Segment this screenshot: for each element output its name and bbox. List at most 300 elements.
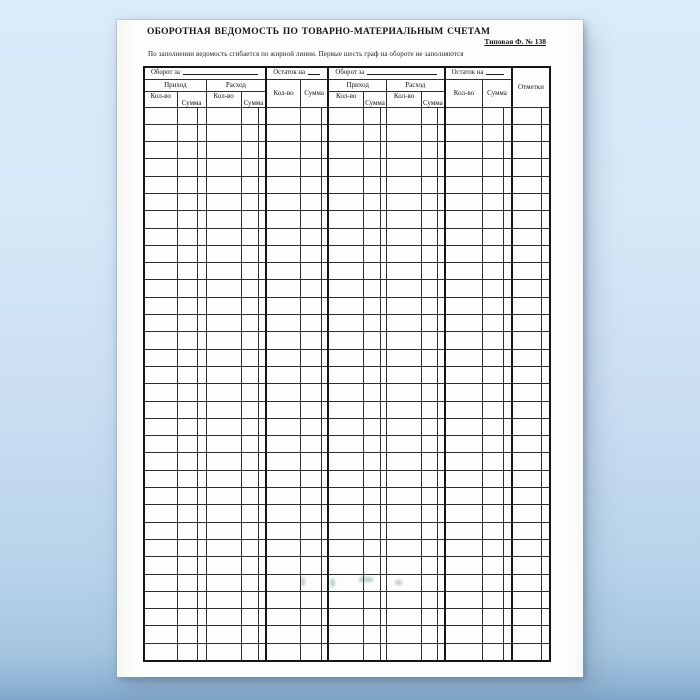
grid-cell bbox=[542, 297, 550, 314]
grid-cell bbox=[387, 297, 422, 314]
grid-cell bbox=[197, 159, 206, 176]
grid-cell bbox=[363, 332, 380, 349]
grid-row bbox=[144, 436, 550, 453]
grid-cell bbox=[241, 159, 258, 176]
grid-cell bbox=[266, 263, 300, 280]
grid-cell bbox=[328, 297, 363, 314]
grid-cell bbox=[483, 332, 504, 349]
grid-cell bbox=[512, 263, 542, 280]
grid-cell bbox=[445, 436, 483, 453]
grid-cell bbox=[258, 297, 266, 314]
grid-cell bbox=[321, 539, 328, 556]
grid-cell bbox=[241, 470, 258, 487]
grid-cell bbox=[422, 211, 438, 228]
grid-cell bbox=[438, 488, 445, 505]
grid-cell bbox=[512, 591, 542, 608]
grid-cell bbox=[144, 591, 177, 608]
grid-cell bbox=[266, 557, 300, 574]
grid-cell bbox=[241, 107, 258, 124]
grid-cell bbox=[321, 211, 328, 228]
grid-cell bbox=[504, 193, 512, 210]
grid-cell bbox=[300, 142, 321, 159]
grid-cell bbox=[300, 557, 321, 574]
grid-cell bbox=[197, 211, 206, 228]
grid-cell bbox=[328, 315, 363, 332]
scan-smudge bbox=[395, 580, 402, 585]
grid-cell bbox=[438, 539, 445, 556]
grid-cell bbox=[144, 384, 177, 401]
grid-cell bbox=[177, 401, 197, 418]
grid-cell bbox=[206, 591, 241, 608]
grid-cell bbox=[266, 193, 300, 210]
blank-underline bbox=[183, 74, 258, 75]
grid-cell bbox=[512, 609, 542, 626]
scan-smudge bbox=[301, 577, 305, 586]
grid-cell bbox=[300, 591, 321, 608]
grid-row bbox=[144, 643, 550, 660]
grid-cell bbox=[512, 453, 542, 470]
blank-underline bbox=[367, 74, 436, 75]
grid-cell bbox=[258, 384, 266, 401]
grid-row bbox=[144, 332, 550, 349]
grid-cell bbox=[241, 488, 258, 505]
grid-cell bbox=[438, 505, 445, 522]
grid-cell bbox=[258, 505, 266, 522]
header-balance2-qty: Кол-во bbox=[445, 79, 483, 107]
grid-cell bbox=[197, 453, 206, 470]
grid-cell bbox=[177, 436, 197, 453]
grid-cell bbox=[144, 609, 177, 626]
grid-row bbox=[144, 453, 550, 470]
grid-row bbox=[144, 470, 550, 487]
grid-cell bbox=[542, 159, 550, 176]
grid-body bbox=[144, 107, 550, 661]
grid-cell bbox=[504, 626, 512, 643]
grid-cell bbox=[512, 245, 542, 262]
grid-cell bbox=[197, 401, 206, 418]
grid-cell bbox=[241, 401, 258, 418]
grid-cell bbox=[300, 401, 321, 418]
grid-cell bbox=[387, 176, 422, 193]
grid-cell bbox=[387, 522, 422, 539]
grid-cell bbox=[321, 574, 328, 591]
grid-cell bbox=[266, 107, 300, 124]
grid-cell bbox=[197, 384, 206, 401]
grid-cell bbox=[542, 211, 550, 228]
grid-cell bbox=[258, 228, 266, 245]
grid-cell bbox=[512, 297, 542, 314]
grid-cell bbox=[512, 280, 542, 297]
grid-cell bbox=[206, 384, 241, 401]
grid-cell bbox=[483, 626, 504, 643]
grid-cell bbox=[144, 211, 177, 228]
grid-cell bbox=[144, 574, 177, 591]
grid-cell bbox=[363, 280, 380, 297]
grid-cell bbox=[422, 280, 438, 297]
grid-cell bbox=[422, 245, 438, 262]
grid-cell bbox=[387, 366, 422, 383]
grid-cell bbox=[177, 263, 197, 280]
grid-cell bbox=[328, 418, 363, 435]
grid-cell bbox=[328, 332, 363, 349]
grid-cell bbox=[542, 453, 550, 470]
grid-cell bbox=[206, 470, 241, 487]
grid-cell bbox=[512, 488, 542, 505]
grid-cell bbox=[542, 591, 550, 608]
grid-cell bbox=[206, 574, 241, 591]
grid-cell bbox=[300, 124, 321, 141]
grid-cell bbox=[300, 643, 321, 660]
grid-cell bbox=[321, 315, 328, 332]
grid-cell bbox=[387, 643, 422, 660]
grid-cell bbox=[206, 228, 241, 245]
grid-cell bbox=[512, 332, 542, 349]
grid-cell bbox=[206, 401, 241, 418]
grid-cell bbox=[445, 574, 483, 591]
grid-cell bbox=[422, 384, 438, 401]
grid-cell bbox=[206, 107, 241, 124]
grid-cell bbox=[504, 574, 512, 591]
grid-cell bbox=[363, 557, 380, 574]
grid-cell bbox=[445, 280, 483, 297]
header-balance1-amount: Сумма bbox=[300, 79, 328, 107]
grid-cell bbox=[144, 366, 177, 383]
grid-cell bbox=[363, 418, 380, 435]
grid-cell bbox=[144, 643, 177, 660]
grid-cell bbox=[300, 176, 321, 193]
grid-cell bbox=[300, 245, 321, 262]
grid-cell bbox=[438, 315, 445, 332]
grid-cell bbox=[387, 488, 422, 505]
grid-cell bbox=[177, 124, 197, 141]
grid-cell bbox=[483, 176, 504, 193]
grid-cell bbox=[241, 453, 258, 470]
grid-cell bbox=[258, 263, 266, 280]
grid-cell bbox=[300, 159, 321, 176]
grid-cell bbox=[300, 522, 321, 539]
grid-cell bbox=[321, 193, 328, 210]
grid-cell bbox=[542, 539, 550, 556]
grid-cell bbox=[438, 263, 445, 280]
grid-cell bbox=[144, 263, 177, 280]
grid-cell bbox=[512, 142, 542, 159]
grid-cell bbox=[266, 539, 300, 556]
grid-row bbox=[144, 245, 550, 262]
grid-cell bbox=[300, 107, 321, 124]
grid-cell bbox=[206, 176, 241, 193]
grid-cell bbox=[321, 142, 328, 159]
grid-cell bbox=[197, 643, 206, 660]
grid-cell bbox=[328, 539, 363, 556]
grid-cell bbox=[387, 315, 422, 332]
grid-cell bbox=[512, 557, 542, 574]
grid-cell bbox=[512, 124, 542, 141]
grid-cell bbox=[363, 142, 380, 159]
grid-cell bbox=[483, 245, 504, 262]
grid-cell bbox=[483, 574, 504, 591]
grid-cell bbox=[483, 401, 504, 418]
grid-cell bbox=[422, 193, 438, 210]
grid-cell bbox=[328, 142, 363, 159]
grid-cell bbox=[300, 505, 321, 522]
grid-cell bbox=[197, 418, 206, 435]
grid-cell bbox=[512, 315, 542, 332]
grid-cell bbox=[328, 557, 363, 574]
grid-cell bbox=[438, 609, 445, 626]
grid-cell bbox=[542, 643, 550, 660]
grid-cell bbox=[197, 263, 206, 280]
grid-cell bbox=[422, 228, 438, 245]
grid-cell bbox=[321, 626, 328, 643]
grid-cell bbox=[177, 418, 197, 435]
grid-cell bbox=[266, 142, 300, 159]
grid-cell bbox=[258, 332, 266, 349]
header-income1-amount: Сумма bbox=[177, 91, 206, 107]
grid-cell bbox=[445, 366, 483, 383]
grid-cell bbox=[206, 557, 241, 574]
grid-cell bbox=[422, 124, 438, 141]
grid-cell bbox=[258, 626, 266, 643]
grid-cell bbox=[483, 107, 504, 124]
grid-cell bbox=[197, 193, 206, 210]
grid-cell bbox=[241, 211, 258, 228]
grid-row bbox=[144, 280, 550, 297]
grid-cell bbox=[206, 609, 241, 626]
grid-cell bbox=[206, 626, 241, 643]
grid-cell bbox=[542, 470, 550, 487]
grid-cell bbox=[258, 401, 266, 418]
grid-cell bbox=[241, 418, 258, 435]
grid-cell bbox=[422, 176, 438, 193]
grid-cell bbox=[542, 245, 550, 262]
grid-cell bbox=[363, 366, 380, 383]
grid-cell bbox=[422, 436, 438, 453]
grid-cell bbox=[197, 591, 206, 608]
grid-cell bbox=[177, 280, 197, 297]
grid-cell bbox=[422, 522, 438, 539]
grid-cell bbox=[438, 591, 445, 608]
grid-cell bbox=[258, 574, 266, 591]
grid-cell bbox=[206, 280, 241, 297]
grid-cell bbox=[321, 349, 328, 366]
grid-cell bbox=[258, 453, 266, 470]
grid-cell bbox=[483, 453, 504, 470]
header-turnover-group-1 bbox=[144, 67, 266, 79]
grid-cell bbox=[197, 522, 206, 539]
grid-cell bbox=[504, 176, 512, 193]
grid-cell bbox=[177, 107, 197, 124]
grid-cell bbox=[328, 366, 363, 383]
grid-cell bbox=[300, 366, 321, 383]
grid-cell bbox=[241, 193, 258, 210]
grid-cell bbox=[387, 349, 422, 366]
grid-cell bbox=[542, 349, 550, 366]
grid-cell bbox=[197, 297, 206, 314]
grid-cell bbox=[300, 539, 321, 556]
grid-cell bbox=[445, 384, 483, 401]
grid-row bbox=[144, 349, 550, 366]
grid-cell bbox=[438, 176, 445, 193]
grid-cell bbox=[512, 384, 542, 401]
grid-cell bbox=[328, 453, 363, 470]
grid-cell bbox=[328, 159, 363, 176]
grid-cell bbox=[241, 522, 258, 539]
grid-cell bbox=[177, 211, 197, 228]
grid-cell bbox=[504, 453, 512, 470]
grid-cell bbox=[512, 436, 542, 453]
grid-cell bbox=[483, 539, 504, 556]
grid-row bbox=[144, 557, 550, 574]
grid-cell bbox=[321, 643, 328, 660]
grid-cell bbox=[387, 436, 422, 453]
grid-row bbox=[144, 366, 550, 383]
grid-cell bbox=[144, 107, 177, 124]
grid-cell bbox=[197, 176, 206, 193]
grid-cell bbox=[197, 142, 206, 159]
grid-cell bbox=[483, 436, 504, 453]
grid-cell bbox=[197, 557, 206, 574]
grid-cell bbox=[144, 418, 177, 435]
grid-cell bbox=[266, 315, 300, 332]
grid-cell bbox=[387, 211, 422, 228]
grid-cell bbox=[422, 366, 438, 383]
grid-cell bbox=[422, 488, 438, 505]
grid-cell bbox=[197, 124, 206, 141]
grid-cell bbox=[445, 522, 483, 539]
grid-cell bbox=[258, 366, 266, 383]
grid-cell bbox=[177, 349, 197, 366]
grid-cell bbox=[300, 626, 321, 643]
grid-row bbox=[144, 522, 550, 539]
grid-cell bbox=[542, 280, 550, 297]
header-balance1-qty: Кол-во bbox=[266, 79, 300, 107]
grid-cell bbox=[144, 142, 177, 159]
grid-cell bbox=[504, 488, 512, 505]
grid-cell bbox=[206, 488, 241, 505]
grid-cell bbox=[241, 384, 258, 401]
grid-row bbox=[144, 107, 550, 124]
grid-cell bbox=[512, 228, 542, 245]
grid-cell bbox=[542, 557, 550, 574]
grid-cell bbox=[266, 297, 300, 314]
grid-cell bbox=[363, 539, 380, 556]
grid-cell bbox=[206, 643, 241, 660]
grid-cell bbox=[512, 643, 542, 660]
grid-cell bbox=[445, 470, 483, 487]
grid-cell bbox=[445, 124, 483, 141]
grid-cell bbox=[422, 142, 438, 159]
grid-cell bbox=[363, 315, 380, 332]
grid-cell bbox=[542, 418, 550, 435]
grid-cell bbox=[438, 643, 445, 660]
grid-cell bbox=[422, 470, 438, 487]
grid-cell bbox=[422, 453, 438, 470]
grid-cell bbox=[363, 488, 380, 505]
grid-cell bbox=[422, 609, 438, 626]
grid-cell bbox=[258, 436, 266, 453]
grid-cell bbox=[328, 626, 363, 643]
grid-cell bbox=[438, 349, 445, 366]
grid-cell bbox=[321, 557, 328, 574]
grid-cell bbox=[387, 280, 422, 297]
balance-label-2: Остаток на bbox=[451, 69, 484, 77]
grid-cell bbox=[241, 315, 258, 332]
grid-cell bbox=[363, 297, 380, 314]
grid-cell bbox=[363, 609, 380, 626]
grid-cell bbox=[177, 539, 197, 556]
grid-cell bbox=[363, 124, 380, 141]
grid-cell bbox=[321, 522, 328, 539]
grid-cell bbox=[445, 332, 483, 349]
grid-cell bbox=[258, 557, 266, 574]
grid-cell bbox=[512, 211, 542, 228]
grid-row bbox=[144, 297, 550, 314]
grid-cell bbox=[321, 159, 328, 176]
grid-cell bbox=[300, 418, 321, 435]
grid-cell bbox=[206, 142, 241, 159]
grid-cell bbox=[438, 297, 445, 314]
grid-cell bbox=[328, 384, 363, 401]
grid-cell bbox=[241, 609, 258, 626]
grid-cell bbox=[197, 228, 206, 245]
grid-cell bbox=[542, 315, 550, 332]
grid-cell bbox=[321, 366, 328, 383]
grid-cell bbox=[266, 124, 300, 141]
grid-cell bbox=[445, 211, 483, 228]
grid-cell bbox=[438, 107, 445, 124]
grid-cell bbox=[177, 384, 197, 401]
grid-cell bbox=[512, 159, 542, 176]
grid-cell bbox=[258, 176, 266, 193]
grid-cell bbox=[300, 384, 321, 401]
grid-cell bbox=[266, 470, 300, 487]
grid-row bbox=[144, 124, 550, 141]
grid-cell bbox=[387, 263, 422, 280]
grid-cell bbox=[483, 193, 504, 210]
grid-cell bbox=[363, 263, 380, 280]
grid-row bbox=[144, 488, 550, 505]
grid-cell bbox=[387, 609, 422, 626]
grid-cell bbox=[387, 557, 422, 574]
grid-cell bbox=[363, 159, 380, 176]
grid-cell bbox=[483, 384, 504, 401]
grid-cell bbox=[445, 263, 483, 280]
grid-cell bbox=[445, 245, 483, 262]
grid-cell bbox=[387, 159, 422, 176]
header-balance2-amount: Сумма bbox=[483, 79, 512, 107]
grid-cell bbox=[512, 522, 542, 539]
grid-cell bbox=[542, 142, 550, 159]
grid-cell bbox=[328, 176, 363, 193]
grid-cell bbox=[542, 626, 550, 643]
grid-cell bbox=[266, 453, 300, 470]
grid-cell bbox=[144, 245, 177, 262]
grid-cell bbox=[258, 107, 266, 124]
grid-cell bbox=[512, 193, 542, 210]
grid-cell bbox=[177, 574, 197, 591]
grid-cell bbox=[445, 315, 483, 332]
grid-cell bbox=[504, 591, 512, 608]
grid-cell bbox=[321, 505, 328, 522]
grid-cell bbox=[387, 142, 422, 159]
grid-cell bbox=[321, 453, 328, 470]
grid-cell bbox=[206, 211, 241, 228]
grid-cell bbox=[387, 626, 422, 643]
grid-cell bbox=[266, 522, 300, 539]
grid-row bbox=[144, 193, 550, 210]
grid-cell bbox=[387, 401, 422, 418]
grid-cell bbox=[144, 228, 177, 245]
